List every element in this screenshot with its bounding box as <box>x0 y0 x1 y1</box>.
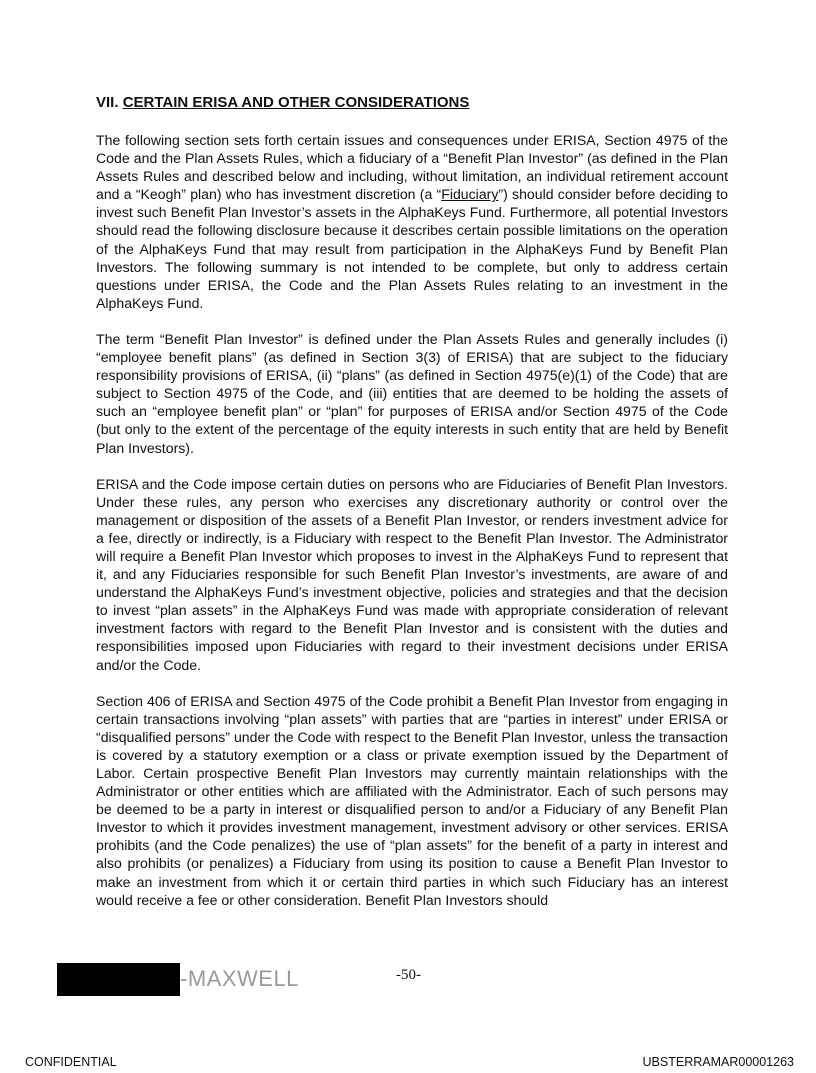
paragraph-intro-start: The following section sets forth certain issues and consequences under ERISA, Section 4975 of the Code and the Plan Assets Rules, which a fiduciary of a “Benefit Plan Investor” (as defined in the Plan Assets Rules and described below and including, without limitation, an individual retirement account and a “Keogh” plan) who has investment discretion (a “ <box>96 132 728 203</box>
defined-term-fiduciary: Fiduciary <box>441 186 499 203</box>
bates-number: UBSTERRAMAR00001263 <box>642 1055 794 1069</box>
section-heading <box>96 94 728 112</box>
page-number: -50- <box>396 967 421 983</box>
redaction-box <box>57 963 180 996</box>
section-number: VII. <box>96 94 119 111</box>
confidential-label: CONFIDENTIAL <box>25 1055 117 1069</box>
paragraph-fiduciary-duties: ERISA and the Code impose certain duties on persons who are Fiduciaries of Benefit Plan Investors. Under these rules, any person who exercises any discretionary authority or control over the management or disposition of the assets of a Benefit Plan Investor, or renders investment advice for a fee, directly or indirectly, is a Fiduciary with respect to the Benefit Plan Investor. The Administrator will require a Benefit Plan Investor which proposes to invest in the AlphaKeys Fund to represent that it, and any Fiduciaries responsible for such Benefit Plan Investor’s investments, are aware of and understand the AlphaKeys Fund’s investment objective, policies and strategies and that the decision to invest “plan assets” in the AlphaKeys Fund was made with appropriate consideration of relevant investment factors with regard to the Benefit Plan Investor and is consistent with the duties and responsibilities imposed upon Fiduciaries with regard to their investment decisions under ERISA and/or the Code. <box>96 475 728 673</box>
paragraph-intro <box>96 131 728 312</box>
section-title: CERTAIN ERISA AND OTHER CONSIDERATIONS <box>122 94 470 111</box>
bates-name-stamp: -MAXWELL <box>180 966 299 991</box>
paragraph-intro-end: ”) should consider before deciding to invest such Benefit Plan Investor’s assets in the AlphaKeys Fund. Furthermore, all potential Investors should read the following disclosure because it describes certain possible limitations on the operation of the AlphaKeys Fund that may result from participation in the AlphaKeys Fund by Benefit Plan Investors. The following summary is not intended to be complete, but only to address certain questions under ERISA, the Code and the Plan Assets Rules relating to an investment in the AlphaKeys Fund. <box>96 186 728 311</box>
document-body <box>96 94 728 927</box>
paragraph-prohibited-transactions: Section 406 of ERISA and Section 4975 of the Code prohibit a Benefit Plan Investor from engaging in certain transactions involving “plan assets” with parties that are “parties in interest” under ERISA or “disqualified persons” under the Code with respect to the Benefit Plan Investor, unless the transaction is covered by a statutory exemption or a class or private exemption issued by the Department of Labor. Certain prospective Benefit Plan Investors may currently maintain relationships with the Administrator or other entities which are affiliated with the Administrator. Each of such persons may be deemed to be a party in interest or disqualified person to and/or a Fiduciary of any Benefit Plan Investor to which it provides investment management, investment advisory or other services. ERISA prohibits (and the Code penalizes) the use of “plan assets” for the benefit of a party in interest and also prohibits (or penalizes) a Fiduciary from using its position to cause a Benefit Plan Investor to make an investment from which it or certain third parties in which such Fiduciary has an interest would receive a fee or other consideration. Benefit Plan Investors should <box>96 692 728 908</box>
paragraph-benefit-plan-investor-definition: The term “Benefit Plan Investor” is defined under the Plan Assets Rules and generally includes (i) “employee benefit plans” (as defined in Section 3(3) of ERISA) that are subject to the fiduciary responsibility provisions of ERISA, (ii) “plans” (as defined in Section 4975(e)(1) of the Code) that are subject to Section 4975 of the Code, and (iii) entities that are deemed to be holding the assets of such an “employee benefit plan” or “plan” for purposes of ERISA and/or Section 4975 of the Code (but only to the extent of the percentage of the equity interests in such entity that are held by Benefit Plan Investors). <box>96 330 728 456</box>
